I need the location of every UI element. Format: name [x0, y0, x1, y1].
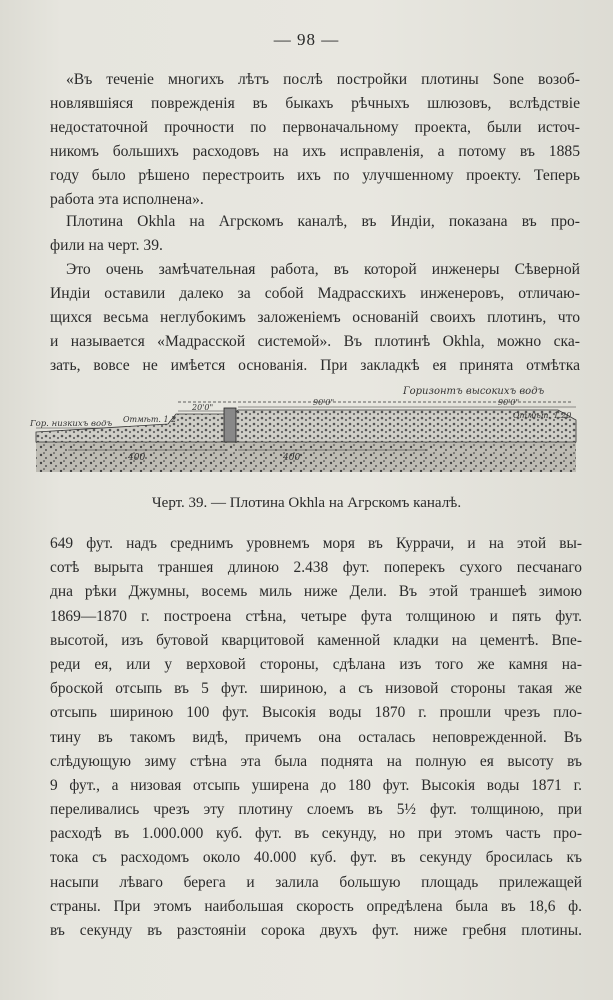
text-line: тину въ такомъ видѣ, причемъ она осталась неповрежденной. Въ: [50, 728, 582, 746]
text-line: 649 фут. надъ среднимъ уровнемъ моря въ Куррачи, и на этой вы-: [50, 535, 582, 552]
text-line: работа эта исполнена».: [50, 191, 204, 208]
dimension-400-label: 400: [128, 453, 146, 463]
text-line: щихся весьма неглубокимъ заложеніемъ основаній своихъ плотинъ, что: [50, 309, 580, 326]
riverbed-soil: [36, 442, 576, 472]
text-line: броской отсыпь въ 5 фут. шириною, а съ низовой стороны такая же: [50, 680, 582, 698]
figure-caption: Черт. 39. — Плотина Okhla на Агрскомъ каналѣ.: [151, 495, 462, 511]
text-line: году было рѣшено перестроить ихъ по улучшенному проекту. Теперь: [50, 167, 580, 184]
paragraph-description: [50, 258, 580, 378]
text-line: страны. При этомъ наибольшая скорость опредѣлена была въ 18,6 ф.: [50, 897, 582, 915]
text-line: Индіи оставили далеко за собой Мадрасскихъ инженеровъ, отличаю-: [50, 285, 580, 302]
text-line: никомъ большихъ расходовъ на ихъ исправленія, а потому въ 1885: [50, 143, 580, 160]
text-line: тока съ расходомъ около 40.000 куб. фут. въ секунду бросилась къ: [50, 849, 582, 867]
text-line: новлявшіяся поврежденія въ быкахъ рѣчныхъ шлюзовъ, вслѣдствіе: [50, 95, 580, 112]
paragraph-okhla-intro: [50, 210, 580, 258]
text-line: Плотина Okhla на Агрскомъ каналѣ, въ Индіи, показана въ про-: [66, 213, 580, 230]
text-line: отсыпь шириною 100 фут. Высокія воды 1870 г. прошли чрезъ пло-: [50, 704, 582, 722]
rubble-apron: [36, 410, 576, 442]
text-line: зать, вовсе не имѣется основанія. При закладкѣ ея принята отмѣтка: [50, 357, 580, 374]
text-line: сотѣ вырыта траншея длиною 2.438 фут. поперекъ сухого песчанаго: [50, 559, 582, 577]
mark-right-label: Отмѣт. 1.20: [513, 411, 572, 420]
dam-wall: [224, 408, 236, 442]
text-line: «Въ теченіе многихъ лѣтъ послѣ постройки плотины Sone возоб-: [66, 71, 580, 88]
page-number: — 98 —: [273, 30, 340, 49]
high-water-label: Горизонтъ высокихъ водъ: [403, 386, 545, 397]
low-water-label: Гор. низкихъ водъ: [30, 419, 113, 429]
text-line: переливались чрезъ эту плотину слоемъ въ 5½ фут. толщиною, при: [50, 801, 582, 819]
text-line: реди ея, или у верховой стороны, сдѣлана изъ того же камня на-: [50, 655, 582, 673]
text-line: насыпи лѣваго берега и залила большую площадь прилежащей: [50, 873, 582, 891]
dimension-90-label: 90'0": [498, 398, 520, 407]
mark-left-label: Отмѣт. 1.2: [123, 415, 177, 424]
text-line: дна рѣки Джумны, восемь миль ниже Дели. Въ этой траншеѣ зимою: [50, 583, 582, 601]
text-line: фили на черт. 39.: [50, 237, 163, 254]
text-line: слѣдующую зиму стѣна эта была поднята на полную ея высоту въ: [50, 752, 582, 770]
dimension-20-label: 20'0": [192, 403, 214, 412]
text-line: Это очень замѣчательная работа, въ которой инженеры Сѣверной: [66, 261, 580, 278]
text-line: расходѣ въ 1.000.000 куб. фут. въ секунду, но при этомъ часть про-: [50, 825, 582, 843]
text-line: 1869—1870 г. построена стѣна, четыре фута толщиною и пять фут.: [50, 607, 582, 625]
dam-profile-drawing: [28, 380, 586, 475]
paragraph-history: [50, 532, 582, 943]
text-line: высотой, изъ бутовой кварцитовой каменной кладки на цементѣ. Впе-: [50, 631, 582, 649]
dam-profile-figure: [28, 380, 586, 475]
text-line: 9 фут., а низовая отсыпь уширена до 180 фут. Высокія воды 1871 г.: [50, 776, 582, 794]
text-line: и называется «Мадрасской системой». Въ плотинѣ Okhla, можно ска-: [50, 333, 580, 350]
dimension-400-label: 400: [283, 453, 301, 463]
paragraph-quote: [50, 68, 580, 212]
text-line: недостаточной прочности по первоначальному проекта, были источ-: [50, 119, 580, 136]
dimension-90-label: 90'0": [313, 398, 335, 407]
text-line: въ секунду въ разстояніи сорока двухъ фут. ниже гребня плотины.: [50, 922, 582, 939]
